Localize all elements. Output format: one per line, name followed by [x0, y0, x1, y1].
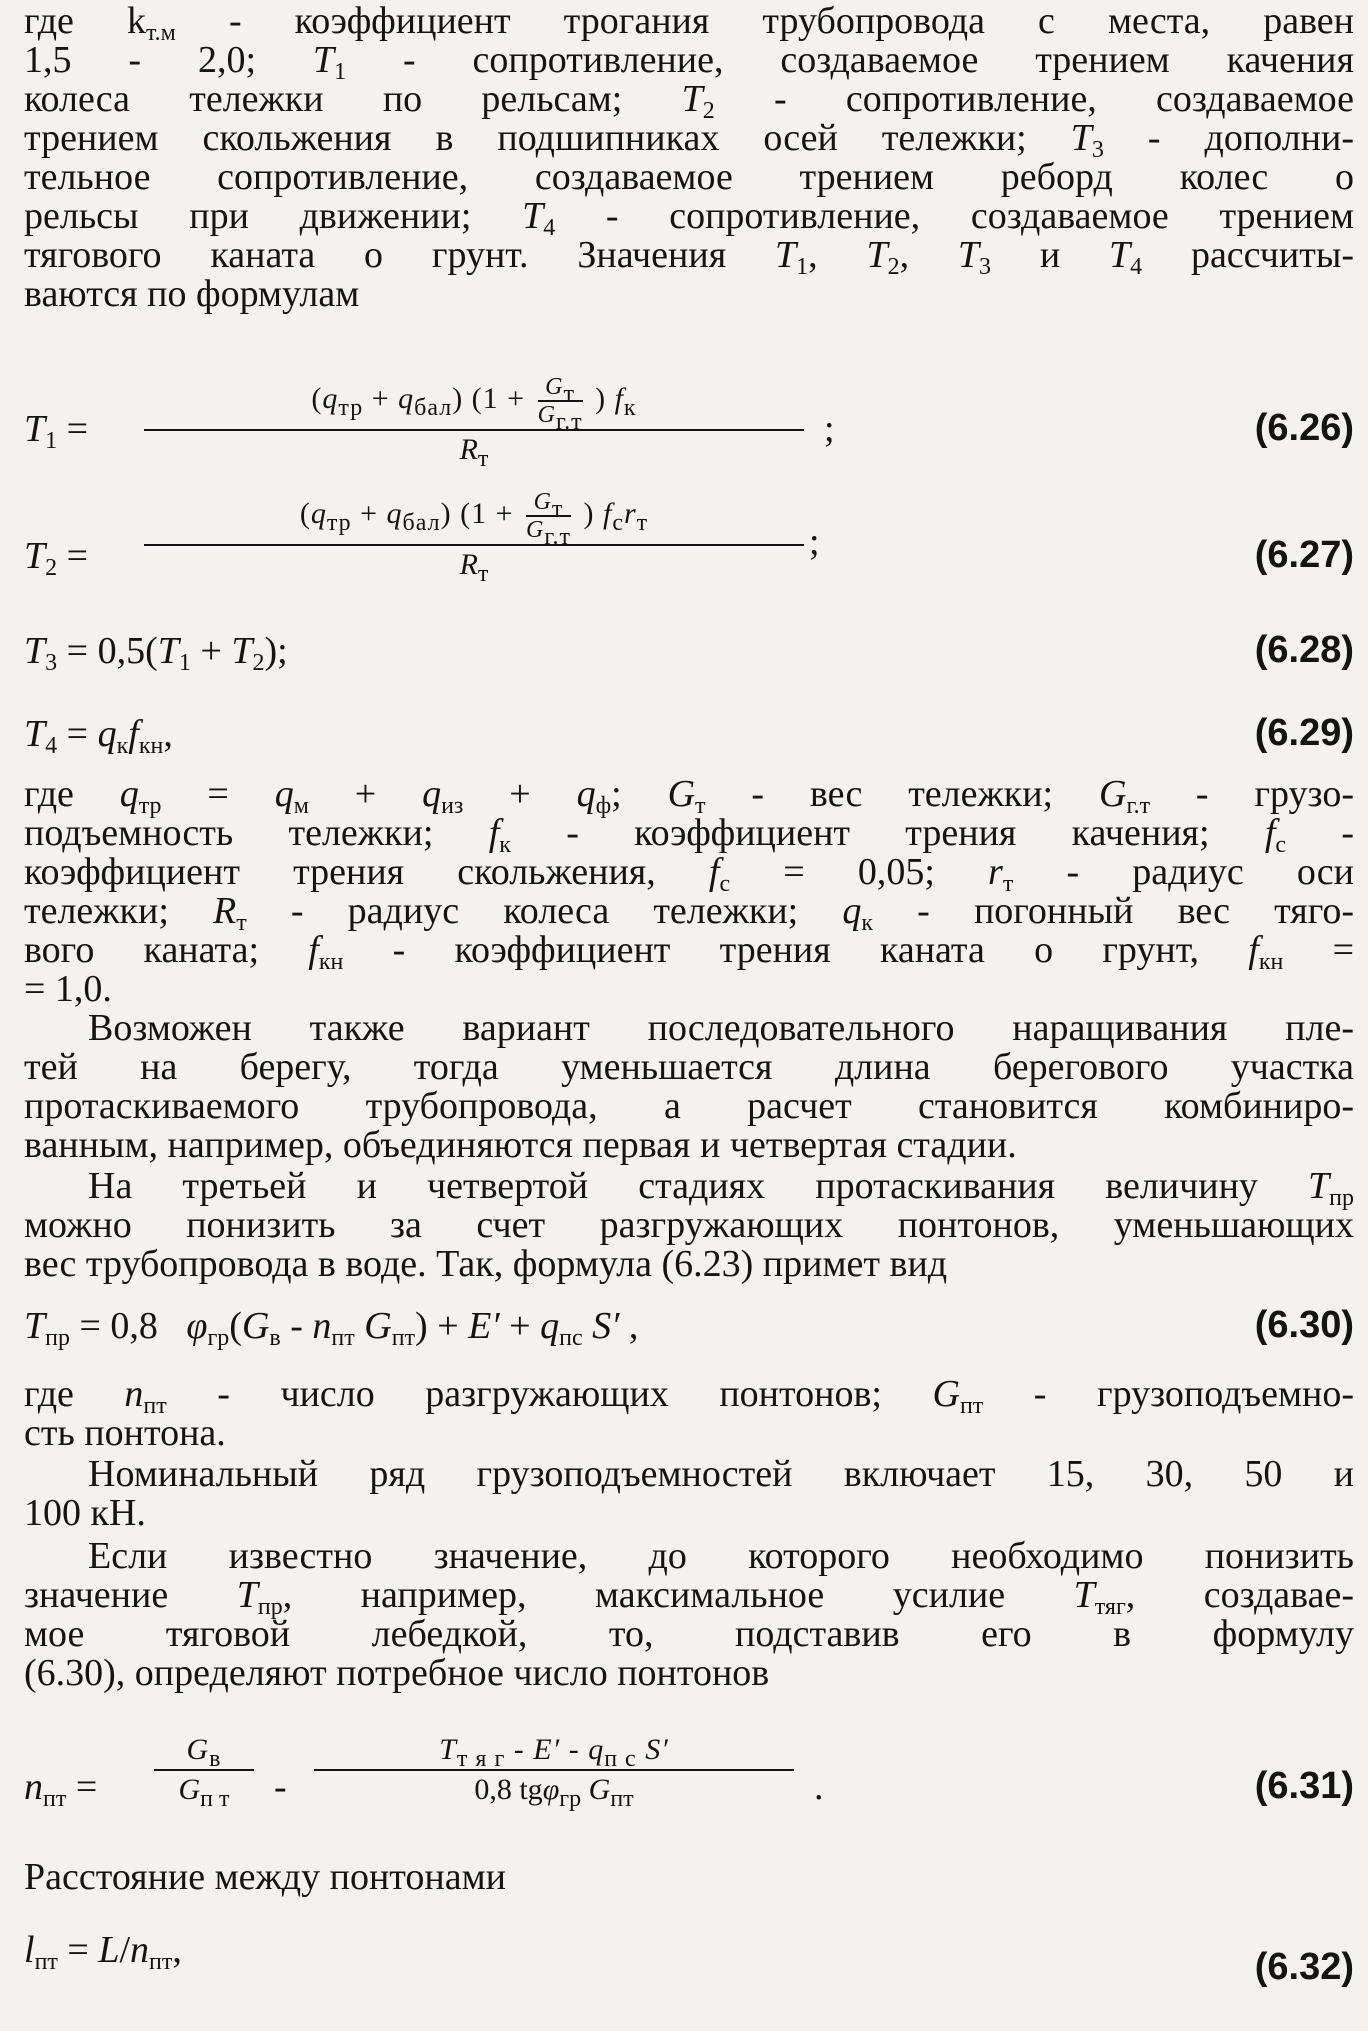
- text-line: ванным, например, объединяются первая и четвертая стадии.: [24, 1124, 1017, 1166]
- text-line: тележки; $R_т$ - радиус колеса тележки; $q_к$ - погонный вес тяго-: [24, 890, 1354, 936]
- inner-denominator: $G_{г.т}$: [526, 517, 571, 550]
- fraction-numerator: $G_в$: [186, 1733, 222, 1772]
- text-line: тягового каната о грунт. Значения $T_1$, $T_2$, $T_3$ и $T_4$ рассчиты-: [24, 234, 1355, 280]
- equation-number: (6.29): [1254, 712, 1354, 754]
- equation-6-28: [24, 625, 1354, 675]
- text-line: трением скольжения в подшипниках осей тележки; $T_3$ - дополни-: [24, 117, 1354, 163]
- equation-6-26: [24, 375, 1354, 485]
- fraction-numerator: [144, 374, 804, 435]
- text-line: вого каната; $f_{кн}$ - коэффициент трения каната о грунт, $f_{кн}$ =: [24, 929, 1354, 975]
- text-line: Если известно значение, до которого необходимо понизить: [88, 1535, 1354, 1577]
- text-line: На третьей и четвертой стадиях протаскивания величину $T_{пр}$: [88, 1165, 1354, 1211]
- text-line: = 1,0.: [24, 968, 112, 1010]
- fraction-denominator: $G_{п т}$: [178, 1773, 230, 1812]
- equation-body: $l_{пт} = L/n_{пт}$,: [24, 1929, 182, 1975]
- text-line: сть понтона.: [24, 1412, 226, 1454]
- text-line: где $n_{пт}$ - число разгружающих понтонов; $G_{пт}$ - грузоподъемно-: [24, 1373, 1354, 1419]
- text-line: рельсы при движении; $T_4$ - сопротивление, создаваемое трением: [24, 195, 1354, 241]
- inner-denominator: $G_{г.т}$: [537, 402, 583, 435]
- numerator-left: $(q_{тр} + q_{бал}) (1$ +: [299, 496, 514, 536]
- equation-tail: ;: [824, 408, 835, 450]
- numerator-right: ) $f_к$: [595, 381, 637, 421]
- text-line: 1,5 - 2,0; $T_1$ - сопротивление, создаваемое трением качения: [24, 39, 1354, 85]
- text-line: вес трубопровода в воде. Так, формула (6.23) примет вид: [24, 1243, 948, 1285]
- fraction-bar: [154, 1769, 254, 1771]
- fraction: [144, 489, 804, 587]
- fraction-1: [154, 1733, 254, 1812]
- fraction: [144, 374, 804, 472]
- fraction-bar: [314, 1769, 794, 1771]
- text-line: 100 кН.: [24, 1492, 146, 1534]
- equation-6-32: [24, 1920, 1354, 1988]
- minus-sign: -: [274, 1766, 287, 1808]
- equation-body: $T_{пр} = 0,8$ $\varphi_{гр}(G_в - n_{пт}$ $G_{пт}) + E' + q_{пс}$ S′ ,: [24, 1305, 639, 1351]
- text-line: где $k_{т.м}$ - коэффициент трогания трубопровода с места, равен: [24, 0, 1354, 46]
- fraction-bar: [144, 544, 804, 546]
- equation-tail: ;: [809, 521, 820, 563]
- text-line: протаскиваемого трубопровода, а расчет становится комбиниро-: [24, 1085, 1354, 1127]
- text-line: можно понизить за счет разгружающих понтонов, уменьшающих: [24, 1204, 1354, 1246]
- inner-numerator: $G_т$: [545, 374, 575, 407]
- fraction-denominator: $R_т$: [459, 433, 489, 472]
- inner-fraction: [537, 374, 583, 435]
- fraction-denominator: $R_т$: [459, 548, 489, 587]
- text-line: Возможен также вариант последовательного наращивания пле-: [88, 1007, 1354, 1049]
- text-line: тельное сопротивление, создаваемое трением реборд колес о: [24, 156, 1354, 198]
- equation-6-27: [24, 490, 1354, 600]
- numerator-right: ) $f_сr_т$: [583, 496, 649, 536]
- text-line: коэффициент трения скольжения, $f_с = 0,05$; $r_т$ - радиус оси: [24, 851, 1354, 897]
- text-line: ваются по формулам: [24, 273, 360, 315]
- inner-fraction: [526, 489, 571, 550]
- equation-number: (6.30): [1254, 1304, 1354, 1346]
- equation-lhs: $T_2$ =: [24, 535, 89, 581]
- equation-body: $T_3 = 0,5(T_1 + T_2)$;: [24, 630, 288, 676]
- equation-number: (6.31): [1254, 1765, 1354, 1807]
- fraction-numerator: [144, 489, 804, 550]
- equation-number: (6.26): [1254, 407, 1354, 449]
- equation-number: (6.32): [1254, 1946, 1354, 1988]
- equation-6-31: [24, 1725, 1354, 1835]
- equation-number: (6.27): [1254, 534, 1354, 576]
- text-line: значение $T_{пр}$, например, максимальное усилие $T_{тяг}$, создавае-: [24, 1574, 1354, 1620]
- text-line: тей на берегу, тогда уменьшается длина берегового участка: [24, 1046, 1354, 1088]
- text-line: мое тяговой лебедкой, то, подставив его в формулу: [24, 1613, 1354, 1655]
- equation-body: $T_4 = q_кf_{кн}$,: [24, 713, 173, 759]
- text-line: колеса тележки по рельсам; $T_2$ - сопротивление, создаваемое: [24, 78, 1354, 124]
- fraction-numerator: $T_{т я г} - E' - q_{п с}$ S′: [439, 1733, 669, 1772]
- fraction-bar: [144, 429, 804, 431]
- text-line: где $q_{тр} = q_м + q_{из} + q_ф$; $G_т$ - вес тележки; $G_{г.т}$ - грузо-: [24, 773, 1354, 819]
- equation-number: (6.28): [1254, 629, 1354, 671]
- text-line: (6.30), определяют потребное число понтонов: [24, 1652, 770, 1694]
- equation-6-29: [24, 708, 1354, 758]
- fraction-2: [314, 1733, 794, 1812]
- equation-6-30: [24, 1300, 1354, 1350]
- text-line: подъемность тележки; $f_к$ - коэффициент трения качения; $f_с$ -: [24, 812, 1355, 858]
- inner-numerator: $G_т$: [533, 489, 564, 522]
- equation-lhs: $n_{пт}$ =: [24, 1766, 98, 1812]
- equation-tail: .: [814, 1766, 824, 1808]
- numerator-left: $(q_{тр} + q_{бал}) (1$ +: [311, 381, 526, 421]
- text-line: Номинальный ряд грузоподъемностей включает 15, 30, 50 и: [88, 1453, 1354, 1495]
- text-line: Расстояние между понтонами: [24, 1856, 506, 1898]
- fraction-denominator: 0,8 tgφ$_{гр}$ $G_{пт}$: [474, 1773, 634, 1812]
- equation-lhs: $T_1$ =: [24, 408, 89, 454]
